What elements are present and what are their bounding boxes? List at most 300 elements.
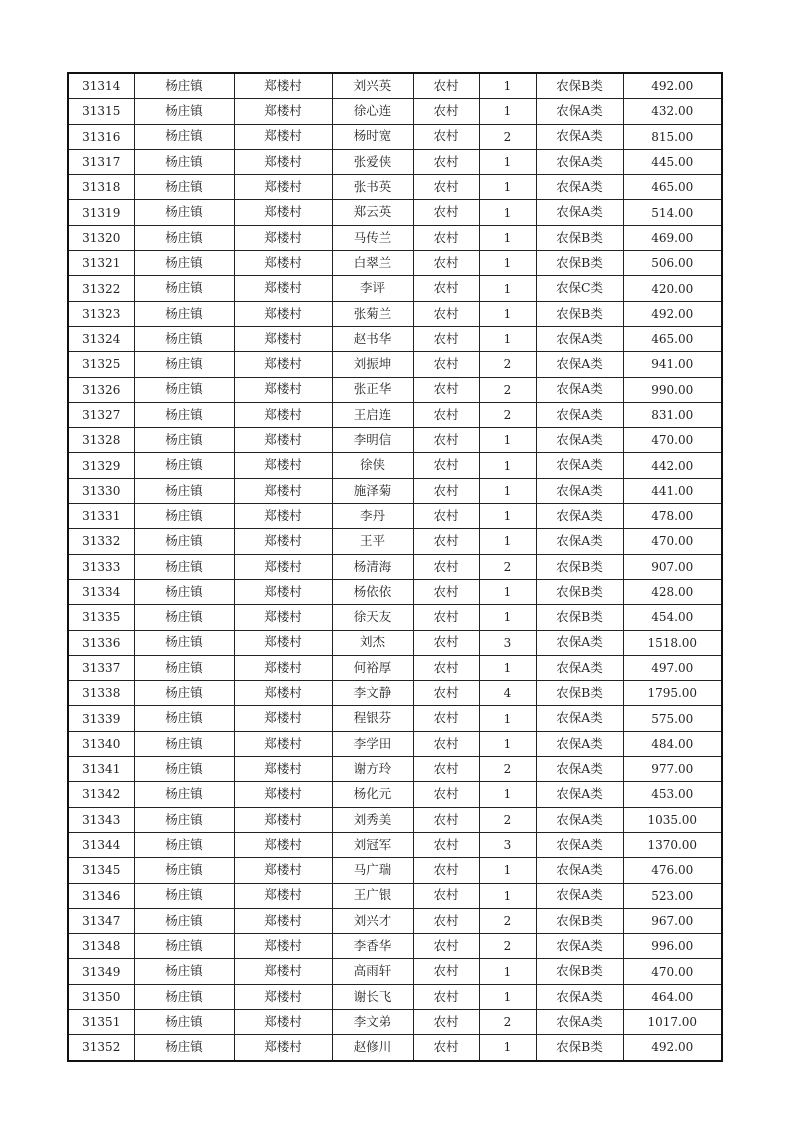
town-cell: 杨庄镇 — [134, 529, 234, 554]
village-cell: 郑楼村 — [234, 377, 332, 402]
town-cell: 杨庄镇 — [134, 251, 234, 276]
area-type-cell: 农村 — [413, 352, 479, 377]
table-row — [68, 352, 722, 377]
area-type-cell: 农村 — [413, 858, 479, 883]
village-cell: 郑楼村 — [234, 554, 332, 579]
area-type-cell: 农村 — [413, 200, 479, 225]
household-count-cell: 2 — [479, 352, 536, 377]
village-cell: 郑楼村 — [234, 478, 332, 503]
household-count-cell: 1 — [479, 276, 536, 301]
name-cell: 李评 — [332, 276, 413, 301]
household-count-cell: 3 — [479, 832, 536, 857]
town-cell: 杨庄镇 — [134, 934, 234, 959]
village-cell: 郑楼村 — [234, 883, 332, 908]
name-cell: 李文静 — [332, 681, 413, 706]
amount-cell: 967.00 — [623, 908, 722, 933]
town-cell: 杨庄镇 — [134, 782, 234, 807]
area-type-cell: 农村 — [413, 276, 479, 301]
amount-cell: 454.00 — [623, 605, 722, 630]
town-cell: 杨庄镇 — [134, 478, 234, 503]
household-count-cell: 1 — [479, 605, 536, 630]
serial-number-cell: 31322 — [68, 276, 134, 301]
serial-number-cell: 31343 — [68, 807, 134, 832]
household-count-cell: 1 — [479, 149, 536, 174]
village-cell: 郑楼村 — [234, 175, 332, 200]
insurance-category-cell: 农保B类 — [536, 579, 623, 604]
amount-cell: 506.00 — [623, 251, 722, 276]
table-row — [68, 984, 722, 1009]
village-cell: 郑楼村 — [234, 453, 332, 478]
village-cell: 郑楼村 — [234, 706, 332, 731]
insurance-category-cell: 农保B类 — [536, 225, 623, 250]
name-cell: 马广瑞 — [332, 858, 413, 883]
name-cell: 刘秀美 — [332, 807, 413, 832]
table-row — [68, 883, 722, 908]
town-cell: 杨庄镇 — [134, 453, 234, 478]
town-cell: 杨庄镇 — [134, 377, 234, 402]
insurance-category-cell: 农保A类 — [536, 934, 623, 959]
amount-cell: 478.00 — [623, 504, 722, 529]
table-row — [68, 73, 722, 99]
amount-cell: 470.00 — [623, 959, 722, 984]
insurance-category-cell: 农保A类 — [536, 377, 623, 402]
village-cell: 郑楼村 — [234, 99, 332, 124]
serial-number-cell: 31350 — [68, 984, 134, 1009]
table-row — [68, 757, 722, 782]
table-row — [68, 478, 722, 503]
household-count-cell: 2 — [479, 908, 536, 933]
serial-number-cell: 31328 — [68, 428, 134, 453]
serial-number-cell: 31346 — [68, 883, 134, 908]
table-row — [68, 908, 722, 933]
town-cell: 杨庄镇 — [134, 124, 234, 149]
insurance-category-cell: 农保A类 — [536, 706, 623, 731]
serial-number-cell: 31332 — [68, 529, 134, 554]
area-type-cell: 农村 — [413, 377, 479, 402]
table-row — [68, 301, 722, 326]
household-count-cell: 2 — [479, 377, 536, 402]
household-count-cell: 1 — [479, 453, 536, 478]
serial-number-cell: 31320 — [68, 225, 134, 250]
town-cell: 杨庄镇 — [134, 706, 234, 731]
amount-cell: 996.00 — [623, 934, 722, 959]
household-count-cell: 1 — [479, 200, 536, 225]
household-count-cell: 1 — [479, 579, 536, 604]
serial-number-cell: 31325 — [68, 352, 134, 377]
area-type-cell: 农村 — [413, 630, 479, 655]
village-cell: 郑楼村 — [234, 757, 332, 782]
town-cell: 杨庄镇 — [134, 175, 234, 200]
insurance-category-cell: 农保B类 — [536, 605, 623, 630]
area-type-cell: 农村 — [413, 883, 479, 908]
serial-number-cell: 31351 — [68, 1009, 134, 1034]
household-count-cell: 2 — [479, 934, 536, 959]
area-type-cell: 农村 — [413, 681, 479, 706]
area-type-cell: 农村 — [413, 908, 479, 933]
household-count-cell: 2 — [479, 1009, 536, 1034]
insurance-category-cell: 农保A类 — [536, 731, 623, 756]
town-cell: 杨庄镇 — [134, 276, 234, 301]
name-cell: 李明信 — [332, 428, 413, 453]
area-type-cell: 农村 — [413, 579, 479, 604]
insurance-category-cell: 农保A类 — [536, 504, 623, 529]
insurance-category-cell: 农保A类 — [536, 175, 623, 200]
town-cell: 杨庄镇 — [134, 352, 234, 377]
name-cell: 李香华 — [332, 934, 413, 959]
area-type-cell: 农村 — [413, 149, 479, 174]
area-type-cell: 农村 — [413, 478, 479, 503]
amount-cell: 831.00 — [623, 402, 722, 427]
insurance-category-cell: 农保A类 — [536, 630, 623, 655]
amount-cell: 428.00 — [623, 579, 722, 604]
name-cell: 张菊兰 — [332, 301, 413, 326]
name-cell: 杨依依 — [332, 579, 413, 604]
household-count-cell: 1 — [479, 301, 536, 326]
name-cell: 程银芬 — [332, 706, 413, 731]
insurance-category-cell: 农保C类 — [536, 276, 623, 301]
village-cell: 郑楼村 — [234, 1035, 332, 1061]
household-count-cell: 2 — [479, 807, 536, 832]
town-cell: 杨庄镇 — [134, 1009, 234, 1034]
area-type-cell: 农村 — [413, 1035, 479, 1061]
name-cell: 郑云英 — [332, 200, 413, 225]
town-cell: 杨庄镇 — [134, 428, 234, 453]
name-cell: 张正华 — [332, 377, 413, 402]
amount-cell: 441.00 — [623, 478, 722, 503]
name-cell: 王广银 — [332, 883, 413, 908]
village-cell: 郑楼村 — [234, 504, 332, 529]
name-cell: 赵修川 — [332, 1035, 413, 1061]
serial-number-cell: 31352 — [68, 1035, 134, 1061]
insurance-category-cell: 农保A类 — [536, 478, 623, 503]
area-type-cell: 农村 — [413, 554, 479, 579]
serial-number-cell: 31330 — [68, 478, 134, 503]
village-cell: 郑楼村 — [234, 858, 332, 883]
table-row — [68, 124, 722, 149]
town-cell: 杨庄镇 — [134, 149, 234, 174]
table-row — [68, 554, 722, 579]
name-cell: 杨清海 — [332, 554, 413, 579]
serial-number-cell: 31319 — [68, 200, 134, 225]
name-cell: 刘兴英 — [332, 73, 413, 99]
serial-number-cell: 31339 — [68, 706, 134, 731]
table-row — [68, 630, 722, 655]
village-cell: 郑楼村 — [234, 934, 332, 959]
name-cell: 马传兰 — [332, 225, 413, 250]
serial-number-cell: 31329 — [68, 453, 134, 478]
village-cell: 郑楼村 — [234, 402, 332, 427]
serial-number-cell: 31344 — [68, 832, 134, 857]
town-cell: 杨庄镇 — [134, 1035, 234, 1061]
amount-cell: 420.00 — [623, 276, 722, 301]
village-cell: 郑楼村 — [234, 782, 332, 807]
table-row — [68, 529, 722, 554]
village-cell: 郑楼村 — [234, 73, 332, 99]
name-cell: 李学田 — [332, 731, 413, 756]
village-cell: 郑楼村 — [234, 251, 332, 276]
table-row — [68, 681, 722, 706]
area-type-cell: 农村 — [413, 175, 479, 200]
area-type-cell: 农村 — [413, 807, 479, 832]
name-cell: 徐侠 — [332, 453, 413, 478]
name-cell: 刘杰 — [332, 630, 413, 655]
amount-cell: 445.00 — [623, 149, 722, 174]
amount-cell: 476.00 — [623, 858, 722, 883]
serial-number-cell: 31337 — [68, 655, 134, 680]
household-count-cell: 1 — [479, 782, 536, 807]
amount-cell: 464.00 — [623, 984, 722, 1009]
amount-cell: 514.00 — [623, 200, 722, 225]
table-row — [68, 225, 722, 250]
town-cell: 杨庄镇 — [134, 681, 234, 706]
table-row — [68, 453, 722, 478]
serial-number-cell: 31334 — [68, 579, 134, 604]
insurance-category-cell: 农保A类 — [536, 428, 623, 453]
insurance-category-cell: 农保A类 — [536, 1009, 623, 1034]
insurance-category-cell: 农保A类 — [536, 807, 623, 832]
insurance-category-cell: 农保A类 — [536, 832, 623, 857]
village-cell: 郑楼村 — [234, 200, 332, 225]
name-cell: 赵书华 — [332, 326, 413, 351]
village-cell: 郑楼村 — [234, 731, 332, 756]
village-cell: 郑楼村 — [234, 908, 332, 933]
amount-cell: 442.00 — [623, 453, 722, 478]
table-row — [68, 99, 722, 124]
village-cell: 郑楼村 — [234, 630, 332, 655]
area-type-cell: 农村 — [413, 301, 479, 326]
insurance-category-cell: 农保A类 — [536, 402, 623, 427]
village-cell: 郑楼村 — [234, 655, 332, 680]
name-cell: 王启连 — [332, 402, 413, 427]
insurance-category-cell: 农保B类 — [536, 301, 623, 326]
table-row — [68, 402, 722, 427]
household-count-cell: 1 — [479, 99, 536, 124]
table-row — [68, 579, 722, 604]
name-cell: 张书英 — [332, 175, 413, 200]
town-cell: 杨庄镇 — [134, 200, 234, 225]
insurance-category-cell: 农保A类 — [536, 200, 623, 225]
area-type-cell: 农村 — [413, 757, 479, 782]
name-cell: 白翠兰 — [332, 251, 413, 276]
household-count-cell: 1 — [479, 175, 536, 200]
name-cell: 刘振坤 — [332, 352, 413, 377]
amount-cell: 470.00 — [623, 529, 722, 554]
table-row — [68, 149, 722, 174]
area-type-cell: 农村 — [413, 655, 479, 680]
household-count-cell: 1 — [479, 478, 536, 503]
name-cell: 李丹 — [332, 504, 413, 529]
village-cell: 郑楼村 — [234, 605, 332, 630]
insurance-category-cell: 农保B类 — [536, 73, 623, 99]
amount-cell: 1035.00 — [623, 807, 722, 832]
amount-cell: 470.00 — [623, 428, 722, 453]
town-cell: 杨庄镇 — [134, 984, 234, 1009]
table-row — [68, 934, 722, 959]
insurance-category-cell: 农保B类 — [536, 251, 623, 276]
amount-cell: 484.00 — [623, 731, 722, 756]
insurance-category-cell: 农保A类 — [536, 99, 623, 124]
serial-number-cell: 31327 — [68, 402, 134, 427]
town-cell: 杨庄镇 — [134, 99, 234, 124]
amount-cell: 469.00 — [623, 225, 722, 250]
serial-number-cell: 31341 — [68, 757, 134, 782]
amount-cell: 465.00 — [623, 175, 722, 200]
insurance-category-cell: 农保B类 — [536, 959, 623, 984]
insurance-category-cell: 农保A类 — [536, 757, 623, 782]
insurance-category-cell: 农保A类 — [536, 655, 623, 680]
area-type-cell: 农村 — [413, 1009, 479, 1034]
serial-number-cell: 31342 — [68, 782, 134, 807]
serial-number-cell: 31348 — [68, 934, 134, 959]
insurance-category-cell: 农保A类 — [536, 984, 623, 1009]
table-row — [68, 731, 722, 756]
name-cell: 何裕厚 — [332, 655, 413, 680]
household-count-cell: 1 — [479, 251, 536, 276]
village-cell: 郑楼村 — [234, 124, 332, 149]
insurance-category-cell: 农保B类 — [536, 554, 623, 579]
amount-cell: 453.00 — [623, 782, 722, 807]
household-count-cell: 1 — [479, 883, 536, 908]
household-count-cell: 1 — [479, 326, 536, 351]
area-type-cell: 农村 — [413, 605, 479, 630]
town-cell: 杨庄镇 — [134, 605, 234, 630]
roster-body — [68, 73, 722, 1061]
village-cell: 郑楼村 — [234, 579, 332, 604]
name-cell: 王平 — [332, 529, 413, 554]
table-row — [68, 251, 722, 276]
table-row — [68, 832, 722, 857]
town-cell: 杨庄镇 — [134, 225, 234, 250]
area-type-cell: 农村 — [413, 934, 479, 959]
village-cell: 郑楼村 — [234, 276, 332, 301]
household-count-cell: 1 — [479, 428, 536, 453]
table-row — [68, 782, 722, 807]
village-cell: 郑楼村 — [234, 984, 332, 1009]
serial-number-cell: 31333 — [68, 554, 134, 579]
insurance-category-cell: 农保A类 — [536, 124, 623, 149]
village-cell: 郑楼村 — [234, 326, 332, 351]
town-cell: 杨庄镇 — [134, 757, 234, 782]
town-cell: 杨庄镇 — [134, 731, 234, 756]
town-cell: 杨庄镇 — [134, 630, 234, 655]
name-cell: 杨化元 — [332, 782, 413, 807]
area-type-cell: 农村 — [413, 504, 479, 529]
name-cell: 张爱侠 — [332, 149, 413, 174]
serial-number-cell: 31336 — [68, 630, 134, 655]
table-row — [68, 655, 722, 680]
serial-number-cell: 31321 — [68, 251, 134, 276]
town-cell: 杨庄镇 — [134, 326, 234, 351]
serial-number-cell: 31347 — [68, 908, 134, 933]
insurance-category-cell: 农保B类 — [536, 1035, 623, 1061]
name-cell: 刘冠军 — [332, 832, 413, 857]
household-count-cell: 2 — [479, 124, 536, 149]
area-type-cell: 农村 — [413, 326, 479, 351]
town-cell: 杨庄镇 — [134, 883, 234, 908]
village-cell: 郑楼村 — [234, 529, 332, 554]
amount-cell: 941.00 — [623, 352, 722, 377]
area-type-cell: 农村 — [413, 529, 479, 554]
village-cell: 郑楼村 — [234, 149, 332, 174]
village-cell: 郑楼村 — [234, 681, 332, 706]
name-cell: 高雨轩 — [332, 959, 413, 984]
table-row — [68, 605, 722, 630]
household-count-cell: 1 — [479, 73, 536, 99]
area-type-cell: 农村 — [413, 428, 479, 453]
table-row — [68, 377, 722, 402]
area-type-cell: 农村 — [413, 251, 479, 276]
household-count-cell: 2 — [479, 554, 536, 579]
village-cell: 郑楼村 — [234, 301, 332, 326]
household-count-cell: 1 — [479, 655, 536, 680]
insurance-category-cell: 农保A类 — [536, 352, 623, 377]
village-cell: 郑楼村 — [234, 428, 332, 453]
area-type-cell: 农村 — [413, 124, 479, 149]
village-cell: 郑楼村 — [234, 225, 332, 250]
table-row — [68, 326, 722, 351]
area-type-cell: 农村 — [413, 453, 479, 478]
insurance-category-cell: 农保A类 — [536, 149, 623, 174]
town-cell: 杨庄镇 — [134, 504, 234, 529]
village-cell: 郑楼村 — [234, 352, 332, 377]
town-cell: 杨庄镇 — [134, 655, 234, 680]
household-count-cell: 1 — [479, 225, 536, 250]
serial-number-cell: 31335 — [68, 605, 134, 630]
serial-number-cell: 31324 — [68, 326, 134, 351]
name-cell: 李文弟 — [332, 1009, 413, 1034]
area-type-cell: 农村 — [413, 99, 479, 124]
insurance-category-cell: 农保A类 — [536, 529, 623, 554]
serial-number-cell: 31338 — [68, 681, 134, 706]
insurance-category-cell: 农保A类 — [536, 453, 623, 478]
household-count-cell: 4 — [479, 681, 536, 706]
amount-cell: 492.00 — [623, 301, 722, 326]
town-cell: 杨庄镇 — [134, 301, 234, 326]
table-row — [68, 807, 722, 832]
serial-number-cell: 31314 — [68, 73, 134, 99]
serial-number-cell: 31315 — [68, 99, 134, 124]
table-row — [68, 959, 722, 984]
household-count-cell: 2 — [479, 757, 536, 782]
household-count-cell: 3 — [479, 630, 536, 655]
insurance-category-cell: 农保A类 — [536, 883, 623, 908]
amount-cell: 465.00 — [623, 326, 722, 351]
town-cell: 杨庄镇 — [134, 858, 234, 883]
serial-number-cell: 31349 — [68, 959, 134, 984]
table-row — [68, 175, 722, 200]
household-count-cell: 1 — [479, 504, 536, 529]
household-count-cell: 1 — [479, 858, 536, 883]
table-row — [68, 428, 722, 453]
village-cell: 郑楼村 — [234, 832, 332, 857]
name-cell: 徐天友 — [332, 605, 413, 630]
amount-cell: 523.00 — [623, 883, 722, 908]
household-count-cell: 1 — [479, 959, 536, 984]
area-type-cell: 农村 — [413, 959, 479, 984]
household-count-cell: 1 — [479, 984, 536, 1009]
area-type-cell: 农村 — [413, 706, 479, 731]
insurance-category-cell: 农保B类 — [536, 908, 623, 933]
household-count-cell: 1 — [479, 529, 536, 554]
amount-cell: 1795.00 — [623, 681, 722, 706]
insurance-category-cell: 农保A类 — [536, 326, 623, 351]
amount-cell: 990.00 — [623, 377, 722, 402]
amount-cell: 575.00 — [623, 706, 722, 731]
table-row — [68, 200, 722, 225]
amount-cell: 1518.00 — [623, 630, 722, 655]
amount-cell: 1370.00 — [623, 832, 722, 857]
serial-number-cell: 31323 — [68, 301, 134, 326]
